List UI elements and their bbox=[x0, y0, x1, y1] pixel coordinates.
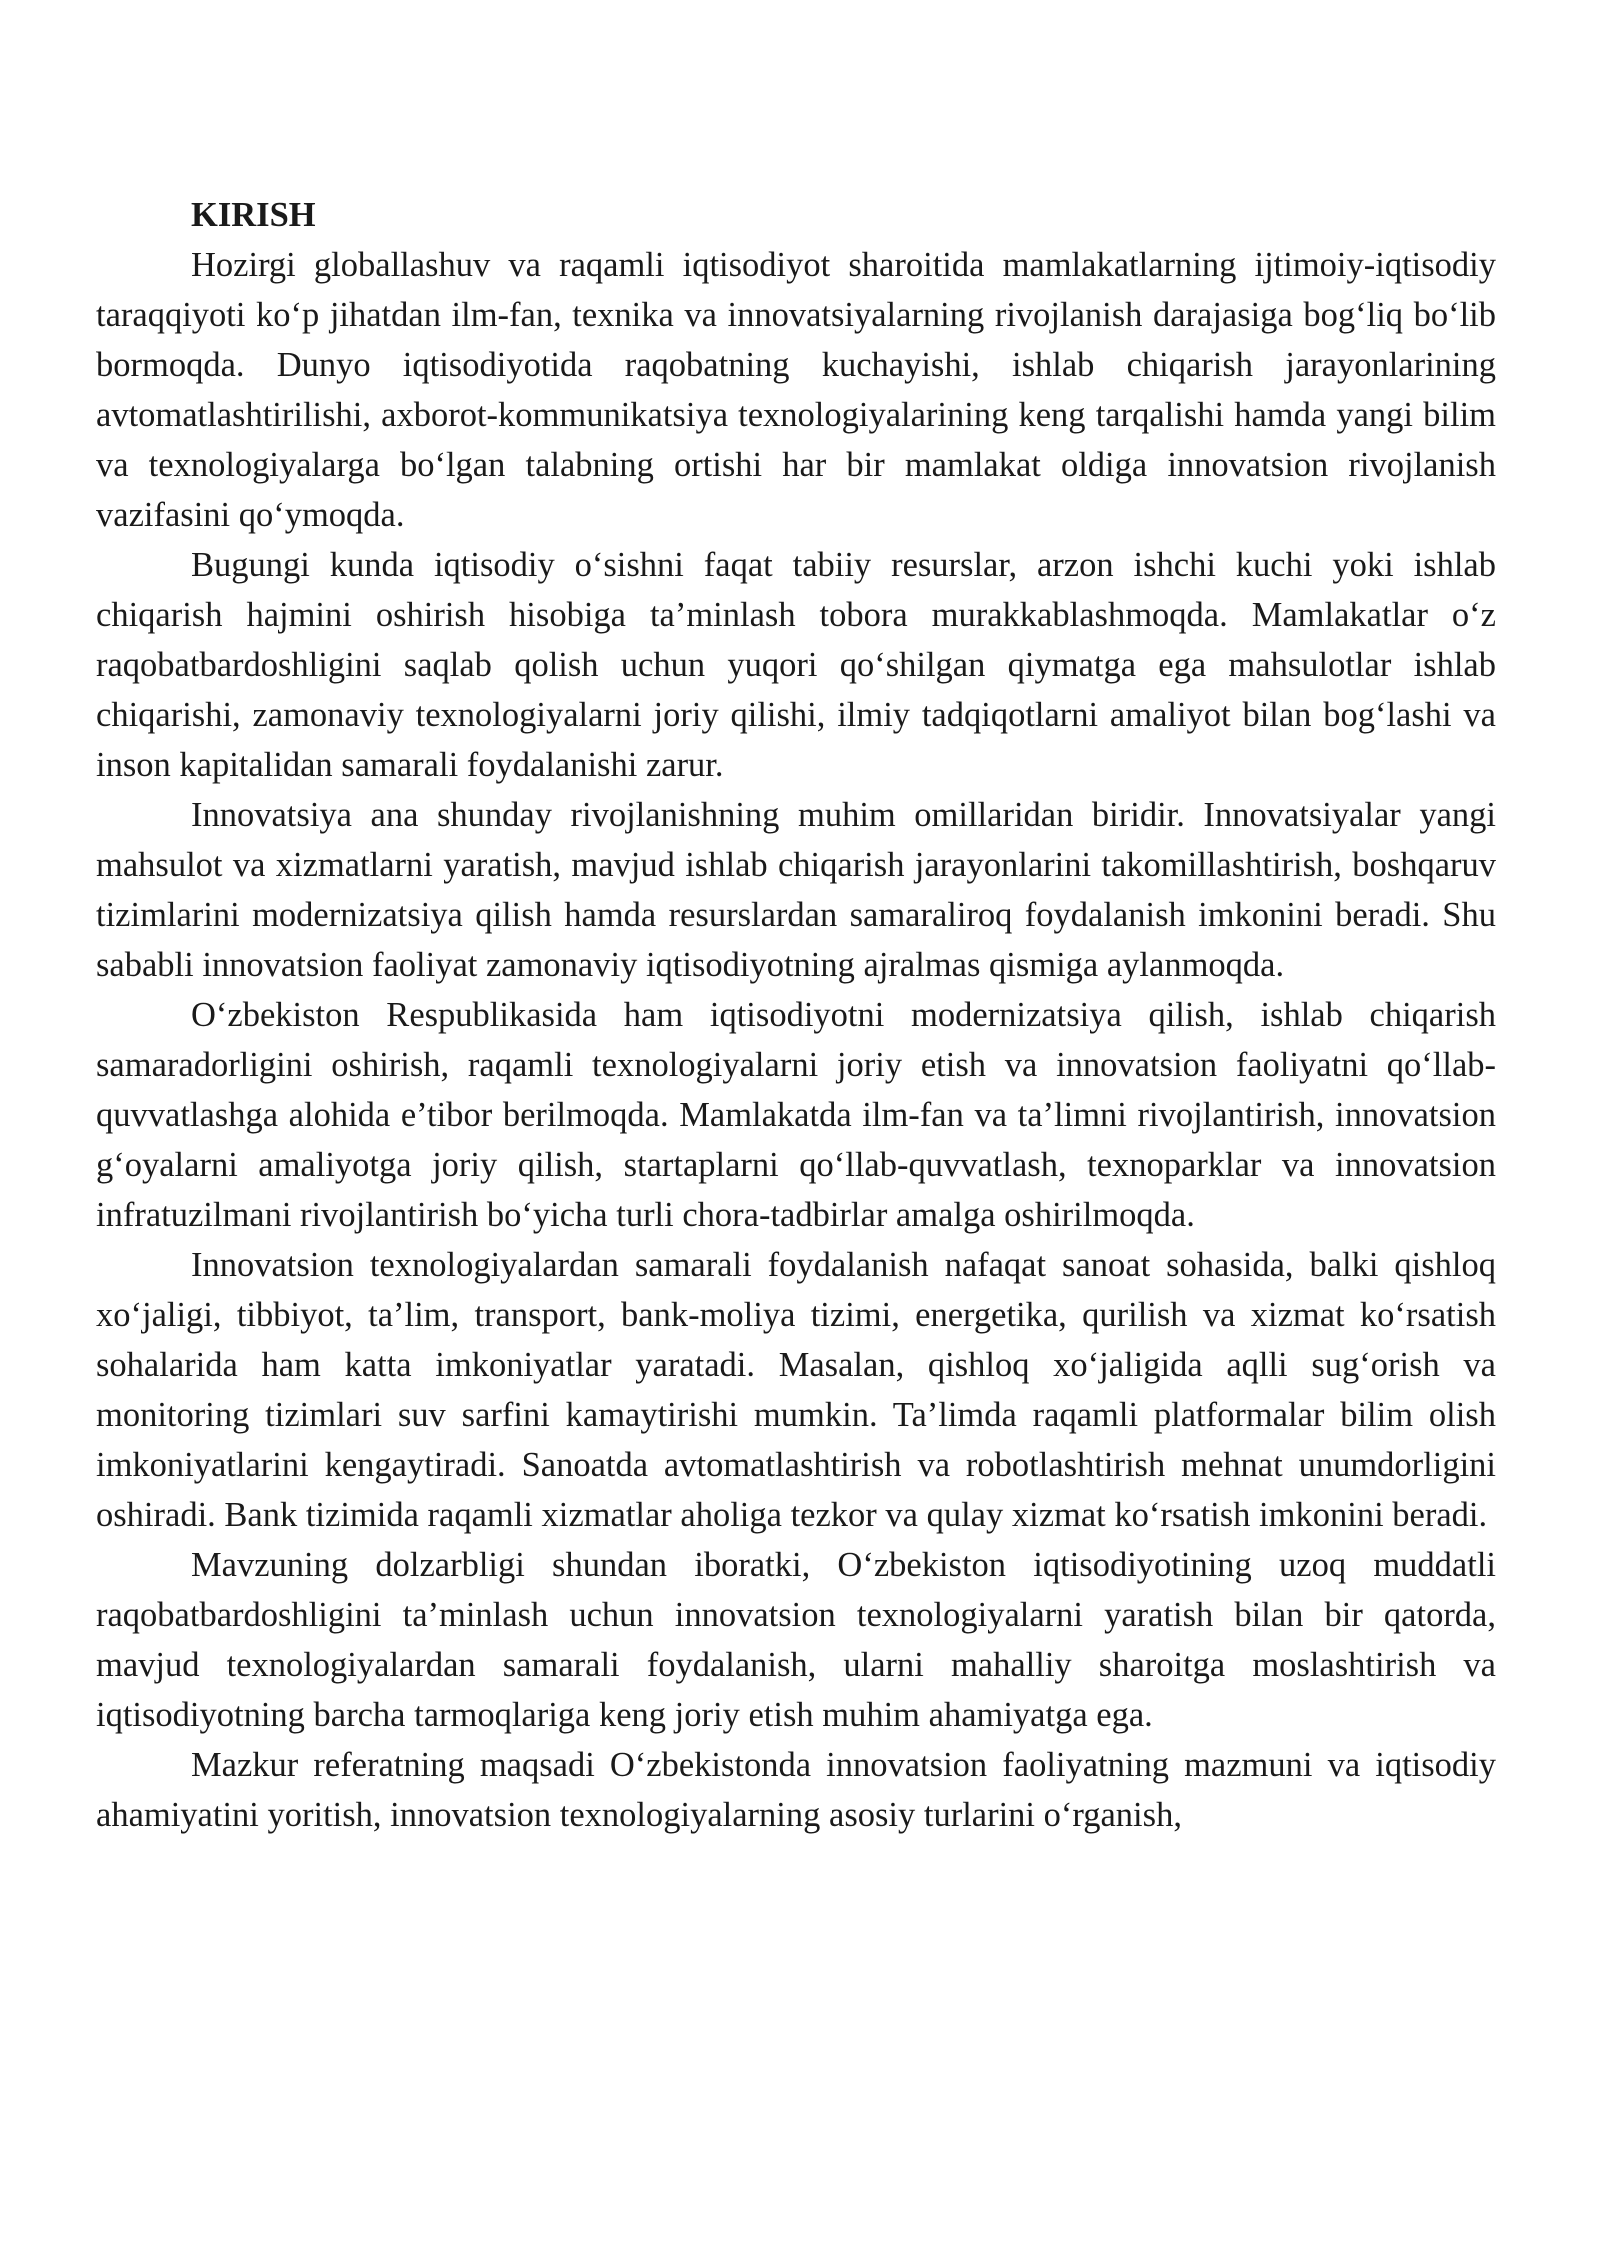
paragraph-1: Hozirgi globallashuv va raqamli iqtisodiyot sharoitida mamlakatlarning ijtimoiy-iqtisodiy taraqqiyoti ko‘p jihatdan ilm-fan, texnika va innovatsiyalarning rivojlanish darajasiga bog‘liq bo‘lib bormoqda. Dunyo iqtisodiyotida raqobatning kuchayishi, ishlab chiqarish jarayonlarining avtomatlashtirilishi, axborot-kommunikatsiya texnologiyalarining keng tarqalishi hamda yangi bilim va texnologiyalarga bo‘lgan talabning ortishi har bir mamlakat oldiga innovatsion rivojlanish vazifasini qo‘ymoqda. bbox=[96, 246, 1496, 534]
paragraph-7: Mazkur referatning maqsadi O‘zbekistonda innovatsion faoliyatning mazmuni va iqtisodiy ahamiyatini yoritish, innovatsion texnologiyalarning asosiy turlarini o‘rganish, bbox=[96, 1746, 1496, 1834]
section-heading: KIRISH bbox=[191, 196, 316, 234]
paragraph-3: Innovatsiya ana shunday rivojlanishning muhim omillaridan biridir. Innovatsiyalar yangi mahsulot va xizmatlarni yaratish, mavjud ishlab chiqarish jarayonlarini takomillashtirish, boshqaruv tizimlarini modernizatsiya qilish hamda resurslardan samaraliroq foydalanish imkonini beradi. Shu sababli innovatsion faoliyat zamonaviy iqtisodiyotning ajralmas qismiga aylanmoqda. bbox=[96, 796, 1496, 984]
paragraph-4: O‘zbekiston Respublikasida ham iqtisodiyotni modernizatsiya qilish, ishlab chiqarish samaradorligini oshirish, raqamli texnologiyalarni joriy etish va innovatsion faoliyatni qo‘llab-quvvatlashga alohida e’tibor berilmoqda. Mamlakatda ilm-fan va ta’limni rivojlantirish, innovatsion g‘oyalarni amaliyotga joriy qilish, startaplarni qo‘llab-quvvatlash, texnoparklar va innovatsion infratuzilmani rivojlantirish bo‘yicha turli chora-tadbirlar amalga oshirilmoqda. bbox=[96, 996, 1496, 1234]
paragraph-2: Bugungi kunda iqtisodiy o‘sishni faqat tabiiy resurslar, arzon ishchi kuchi yoki ishlab chiqarish hajmini oshirish hisobiga ta’minlash tobora murakkablashmoqda. Mamlakatlar o‘z raqobatbardoshligini saqlab qolish uchun yuqori qo‘shilgan qiymatga ega mahsulotlar ishlab chiqarishi, zamonaviy texnologiyalarni joriy qilishi, ilmiy tadqiqotlarni amaliyot bilan bog‘lashi va inson kapitalidan samarali foydalanishi zarur. bbox=[96, 546, 1496, 784]
document-page bbox=[96, 190, 1496, 1840]
paragraph-6: Mavzuning dolzarbligi shundan iboratki, O‘zbekiston iqtisodiyotining uzoq muddatli raqobatbardoshligini ta’minlash uchun innovatsion texnologiyalarni yaratish bilan bir qatorda, mavjud texnologiyalardan samarali foydalanish, ularni mahalliy sharoitga moslashtirish va iqtisodiyotning barcha tarmoqlariga keng joriy etish muhim ahamiyatga ega. bbox=[96, 1546, 1496, 1734]
paragraph-5: Innovatsion texnologiyalardan samarali foydalanish nafaqat sanoat sohasida, balki qishloq xo‘jaligi, tibbiyot, ta’lim, transport, bank-moliya tizimi, energetika, qurilish va xizmat ko‘rsatish sohalarida ham katta imkoniyatlar yaratadi. Masalan, qishloq xo‘jaligida aqlli sug‘orish va monitoring tizimlari suv sarfini kamaytirishi mumkin. Ta’limda raqamli platformalar bilim olish imkoniyatlarini kengaytiradi. Sanoatda avtomatlashtirish va robotlashtirish mehnat unumdorligini oshiradi. Bank tizimida raqamli xizmatlar aholiga tezkor va qulay xizmat ko‘rsatish imkonini beradi. bbox=[96, 1246, 1496, 1534]
